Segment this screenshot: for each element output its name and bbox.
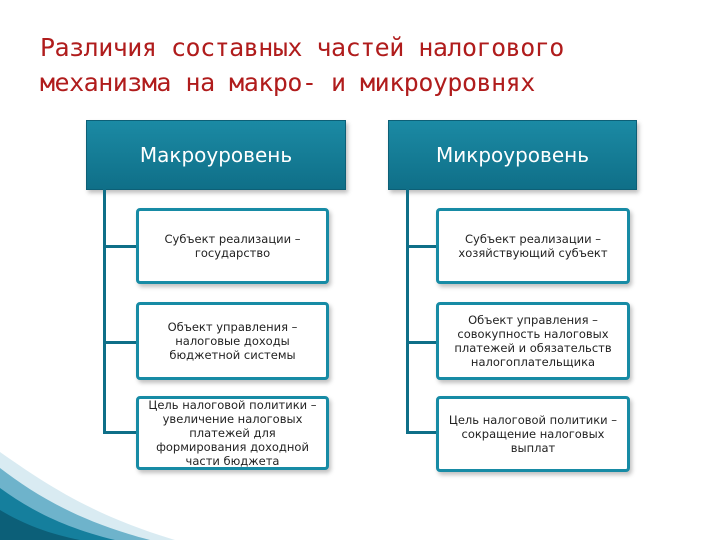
- micro-object-box: Объект управления – совокупность налоговых платежей и обязательств налогоплательщика: [436, 302, 630, 380]
- connector-micro-3: [406, 431, 438, 434]
- macro-subject-box: Субъект реализации – государство: [136, 208, 329, 284]
- connector-micro-1: [406, 245, 438, 248]
- macro-object-box: Объект управления – налоговые доходы бюджетной системы: [136, 302, 329, 380]
- slide-title: Различия составных частей налогового механизма на макро- и микроуровнях: [40, 33, 564, 97]
- micro-goal-box: Цель налоговой политики – сокращение налоговых выплат: [436, 396, 630, 472]
- header-macro-level: Макроуровень: [86, 120, 346, 190]
- header-micro-level: Микроуровень: [388, 120, 637, 190]
- connector-micro-2: [406, 341, 438, 344]
- connector-macro-3: [103, 431, 138, 434]
- micro-subject-box: Субъект реализации – хозяйствующий субъект: [436, 208, 630, 284]
- connector-macro-vertical: [103, 189, 106, 434]
- decorative-swoosh: [0, 440, 180, 540]
- connector-macro-1: [103, 245, 138, 248]
- connector-micro-vertical: [406, 189, 409, 434]
- connector-macro-2: [103, 341, 138, 344]
- macro-goal-box: Цель налоговой политики – увеличение налоговых платежей для формирования доходной части бюджета: [136, 396, 329, 470]
